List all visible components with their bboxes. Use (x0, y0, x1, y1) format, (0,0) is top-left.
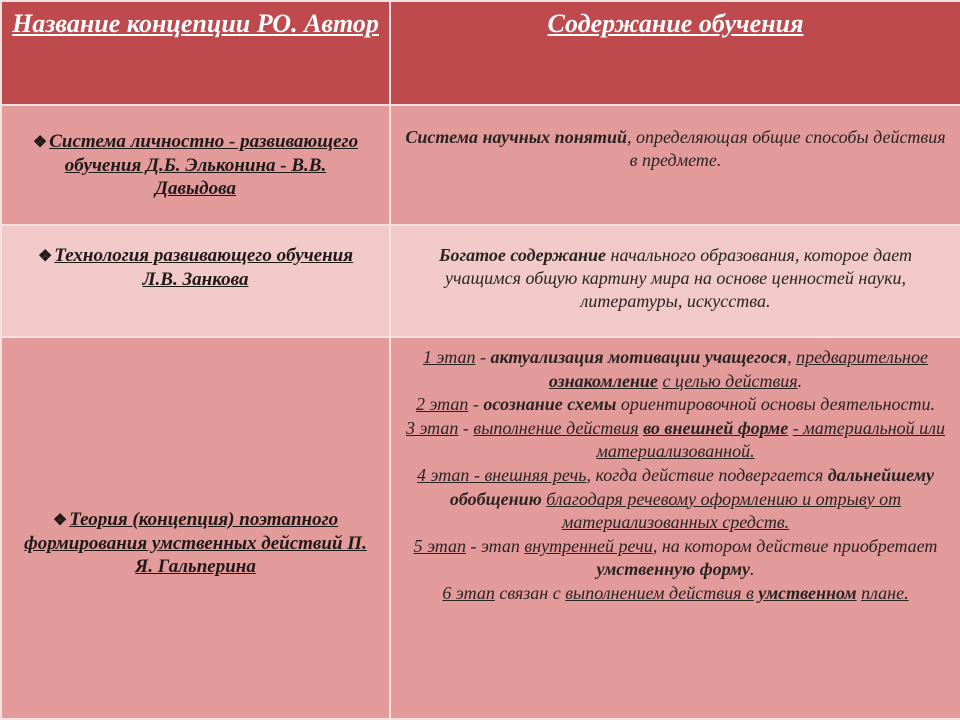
concept-cell (1, 225, 390, 337)
header-row (1, 1, 960, 105)
stage-dash: - (469, 464, 485, 485)
stage-text-underlined: плане. (861, 582, 909, 603)
stage-highlight: умственную форму (596, 559, 751, 580)
stage-2 (405, 393, 946, 417)
content-highlight: Богатое содержание (439, 245, 607, 265)
stage-1 (405, 346, 946, 393)
stage-text: ориентировочной основы деятельности. (616, 394, 935, 415)
stage-highlight: дальнейшему обобщению (449, 464, 934, 509)
stage-highlight: актуализация мотивации учащегося (490, 347, 788, 367)
stage-dash: - (475, 347, 491, 367)
stage-label: 4 этап (417, 464, 470, 485)
stage-text-underlined: выполнением действия в (565, 582, 754, 603)
stage-text: . (750, 559, 755, 580)
table-row (1, 105, 960, 225)
diamond-bullet-icon: ❖ (37, 248, 53, 265)
content-text: начального образования, которое дает учащимся общую картину мира на основе ценностей науки, литературы, искусства. (444, 245, 912, 311)
content-cell (390, 105, 960, 225)
stage-dash: - (468, 394, 484, 415)
content-highlight: Система научных понятий (405, 127, 627, 147)
stage-text-underlined: с целью действия (662, 370, 798, 391)
stage-label: 2 этап (415, 394, 469, 415)
stage-text: , на котором действие приобретает (652, 535, 938, 556)
stage-text: . (797, 370, 803, 391)
content-text: , определяющая общие способы действия в предмете. (626, 127, 946, 170)
stage-label: 6 этап (442, 582, 495, 603)
concept-title: Система личностно - развивающего обучения Д.Б. Эльконина - В.В. Давыдова (49, 131, 359, 199)
stage-dash: - (458, 417, 474, 438)
diamond-bullet-icon: ❖ (32, 134, 48, 151)
diamond-bullet-icon: ❖ (52, 512, 68, 529)
stage-label: 5 этап (413, 535, 466, 556)
table-row (1, 337, 960, 719)
stage-text: - этап (465, 535, 525, 556)
stage-label: 1 этап (423, 347, 476, 367)
stage-text: связан с (494, 582, 566, 603)
stage-text: , (787, 347, 792, 367)
stage-text: , когда действие подвергается (586, 464, 824, 485)
stage-highlight: ознакомление (548, 370, 658, 391)
stage-text-underlined: внешняя речь (484, 464, 587, 485)
stage-highlight: осознание схемы (483, 394, 617, 415)
table-row (1, 225, 960, 337)
concept-cell (1, 105, 390, 225)
stage-highlight: умственном (758, 582, 857, 603)
header-concept-name: Название концепции РО. Автор (1, 1, 390, 105)
stage-6 (405, 582, 946, 606)
stage-text-underlined: благодаря речевому оформлению и отрыву от материализованных средств. (546, 488, 902, 533)
concept-cell (1, 337, 390, 719)
stage-highlight: во внешней форме (643, 417, 789, 438)
content-cell (390, 225, 960, 337)
concept-title: Технология развивающего обучения Л.В. Занкова (54, 245, 354, 290)
stage-5 (405, 535, 946, 582)
concept-title: Теория (концепция) поэтапного формирования умственных действий П. Я. Гальперина (24, 509, 367, 577)
header-learning-content: Содержание обучения (390, 1, 960, 105)
stage-text-underlined: внутренней речи (524, 535, 653, 556)
stage-text-underlined: предварительное (796, 347, 928, 367)
stage-text-underlined: - материальной или материализованной. (596, 417, 946, 462)
stage-3 (405, 417, 946, 464)
stage-text-underlined: выполнение действия (473, 417, 639, 438)
stage-4 (405, 464, 946, 535)
stage-label: 3 этап (405, 417, 459, 438)
stages-cell (390, 337, 960, 719)
